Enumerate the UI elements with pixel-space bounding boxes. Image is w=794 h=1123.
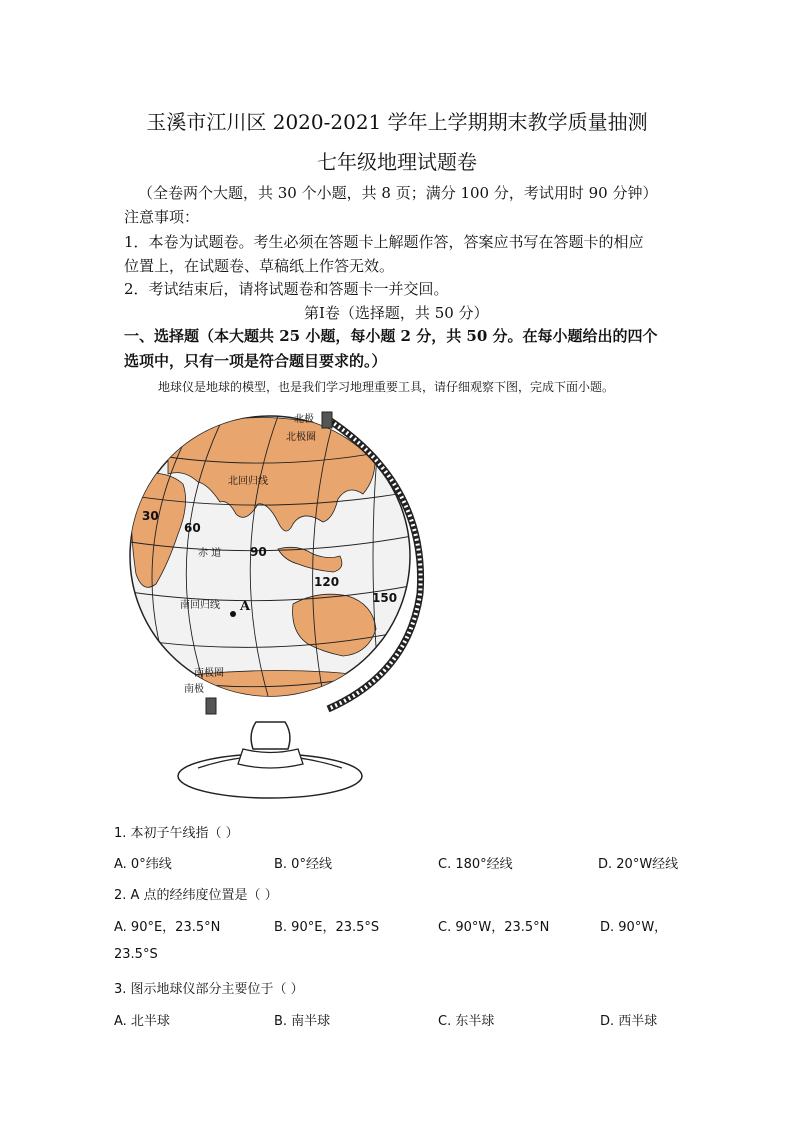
question-1-option-b[interactable]: B. 0°经线 bbox=[274, 857, 332, 872]
question-2-option-d[interactable]: D. 90°W， bbox=[600, 920, 668, 935]
label-lon-120: 120 bbox=[314, 575, 340, 589]
question-3-option-b[interactable]: B. 南半球 bbox=[274, 1014, 331, 1029]
globe-figure bbox=[128, 404, 434, 814]
point-a-marker bbox=[230, 611, 236, 617]
label-tropic-capricorn: 南回归线 bbox=[180, 600, 220, 611]
exam-title: 玉溪市江川区 2020-2021 学年上学期期末教学质量抽测 bbox=[146, 110, 648, 134]
section-heading: 一、选择题（本大题共 25 小题，每小题 2 分，共 50 分。在每小题给出的四个 bbox=[124, 327, 658, 345]
label-antarctic-circle: 南极圈 bbox=[194, 668, 224, 679]
question-3-option-c[interactable]: C. 东半球 bbox=[438, 1014, 495, 1029]
notice-heading: 注意事项： bbox=[124, 208, 200, 226]
question-intro: 地球仪是地球的模型，也是我们学习地理重要工具，请仔细观察下图，完成下面小题。 bbox=[158, 380, 615, 394]
question-2-option-a[interactable]: A. 90°E，23.5°N bbox=[114, 920, 221, 935]
label-lon-90: 90 bbox=[250, 545, 267, 559]
part-heading: 第Ⅰ卷（选择题，共 50 分） bbox=[304, 304, 489, 322]
question-1-stem: 1. 本初子午线指（ ） bbox=[114, 826, 239, 841]
label-north-pole: 北极 bbox=[294, 414, 314, 425]
question-1-option-c[interactable]: C. 180°经线 bbox=[438, 857, 513, 872]
label-lon-30: 30 bbox=[142, 509, 159, 523]
label-arctic-circle: 北极圈 bbox=[286, 432, 316, 443]
exam-subtitle: 七年级地理试题卷 bbox=[317, 150, 477, 174]
question-2-option-d-cont: 23.5°S bbox=[114, 947, 158, 962]
question-3-stem: 3. 图示地球仪部分主要位于（ ） bbox=[114, 982, 304, 997]
label-point-a: A bbox=[240, 599, 251, 614]
question-2-option-c[interactable]: C. 90°W，23.5°N bbox=[438, 920, 550, 935]
question-3-option-d[interactable]: D. 西半球 bbox=[600, 1014, 658, 1029]
question-1-option-a[interactable]: A. 0°纬线 bbox=[114, 857, 172, 872]
label-south-pole: 南极 bbox=[184, 684, 204, 695]
question-1-option-d[interactable]: D. 20°W经线 bbox=[598, 857, 679, 872]
notice-item-2: 2．考试结束后，请将试题卷和答题卡一并交回。 bbox=[124, 280, 449, 298]
notice-item-1: 1．本卷为试题卷。考生必须在答题卡上解题作答，答案应书写在答题卡的相应 bbox=[124, 233, 644, 251]
north-axis-cap bbox=[322, 412, 332, 428]
label-lon-150: 150 bbox=[372, 591, 398, 605]
exam-info: （全卷两个大题，共 30 个小题，共 8 页；满分 100 分，考试用时 90 分钟） bbox=[138, 184, 658, 202]
label-tropic-cancer: 北回归线 bbox=[228, 476, 268, 487]
label-lon-60: 60 bbox=[184, 521, 201, 535]
label-equator: 赤 道 bbox=[198, 548, 222, 559]
question-2-stem: 2. A 点的经纬度位置是（ ） bbox=[114, 888, 278, 903]
south-axis-cap bbox=[206, 698, 216, 714]
notice-item-1-cont: 位置上，在试题卷、草稿纸上作答无效。 bbox=[124, 257, 395, 275]
globe-stand-neck bbox=[251, 722, 290, 749]
question-3-option-a[interactable]: A. 北半球 bbox=[114, 1014, 170, 1029]
question-2-option-b[interactable]: B. 90°E，23.5°S bbox=[274, 920, 380, 935]
section-heading-cont: 选项中，只有一项是符合题目要求的。） bbox=[124, 352, 387, 370]
